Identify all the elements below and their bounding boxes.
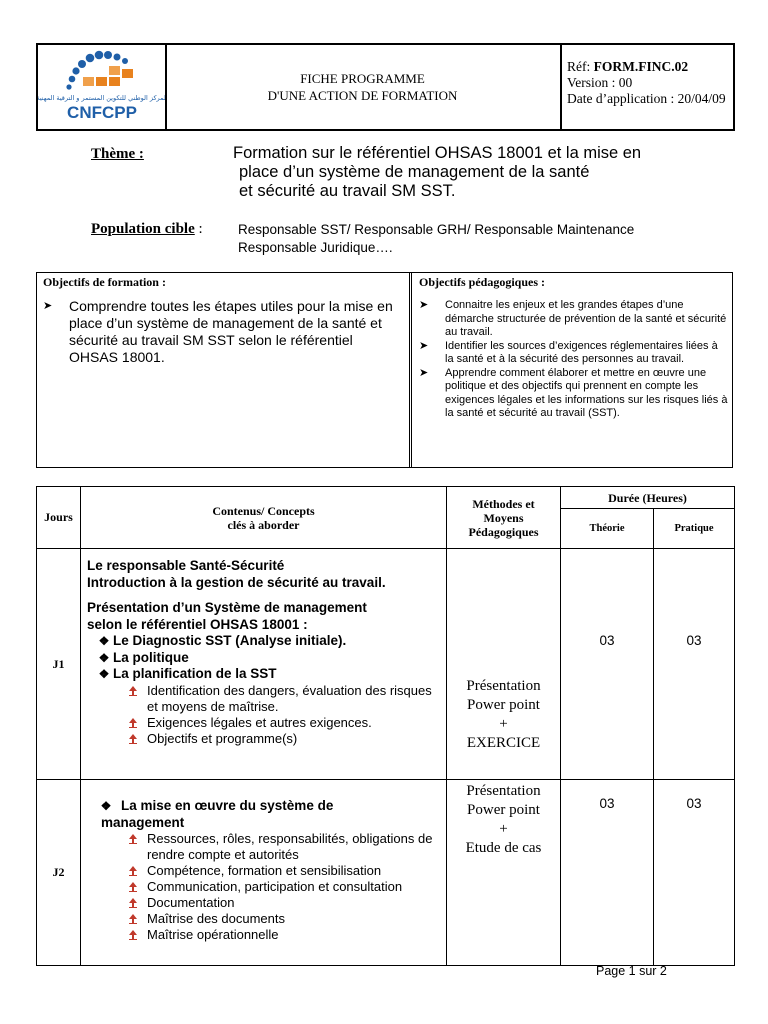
list-item: ❖ La mise en œuvre du système de management xyxy=(87,798,442,831)
list-item: ❖ Le Diagnostic SST (Analyse initiale). xyxy=(87,633,442,650)
list-item: Maîtrise des documents xyxy=(123,911,442,927)
theme-text xyxy=(233,144,641,201)
header-pratique: Pratique xyxy=(654,509,735,549)
theme-line: et sécurité au travail SM SST. xyxy=(239,182,456,200)
header-contenus: Contenus/ Concepts clés à aborder xyxy=(81,487,447,549)
logo-cell xyxy=(38,45,167,129)
population-label: Population cible : xyxy=(91,221,203,237)
table-row xyxy=(37,780,735,966)
diamond-bullet-icon: ❖ xyxy=(98,634,110,648)
header-jours: Jours xyxy=(37,487,81,549)
diamond-bullet-icon: ❖ xyxy=(100,799,112,813)
pin-bullet-icon xyxy=(129,686,137,696)
row-method: Présentation Power point + EXERCICE xyxy=(447,549,561,780)
population-line: Responsable Juridique…. xyxy=(238,240,393,255)
theme-line: place d’un système de management de la santé xyxy=(239,163,590,181)
pin-bullet-icon xyxy=(129,914,137,924)
list-item: ➤ Comprendre toutes les étapes utiles pour la mise en place d’un système de management de la santé et sécurité au travail SM SST selon le référentiel OHSAS 18001. xyxy=(43,298,393,365)
arrow-bullet-icon: ➤ xyxy=(419,339,429,352)
form-title xyxy=(165,45,562,129)
pin-bullet-icon xyxy=(129,882,137,892)
program-table xyxy=(36,486,735,966)
row-pratique: 03 xyxy=(654,780,735,966)
list-item: Communication, participation et consultation xyxy=(123,879,442,895)
objectives-pedagogic-title: Objectifs pédagogiques : xyxy=(419,275,545,289)
pin-bullet-icon xyxy=(129,834,137,844)
page-number: Page 1 sur 2 xyxy=(596,964,667,978)
table-row xyxy=(37,549,735,780)
row-content xyxy=(81,780,447,966)
logo-text: CNFCPP xyxy=(67,103,137,122)
arrow-bullet-icon: ➤ xyxy=(419,299,429,311)
row-content: Le responsable Santé-Sécurité Introduction à la gestion de sécurité au travail. Présentation d’un Système de management selon le référentiel OHSAS 18001 : ❖ Le Diagnostic SST (Analyse initiale). ❖ La politique ❖ La planification de la SST Identification des dangers, évaluation des risques et moyens de maîtrise. Exigences légales et autres exigences. Objectifs et programme(s) xyxy=(81,549,447,780)
row-day: J1 xyxy=(37,549,81,780)
form-reference-value: FORM.FINC.02 xyxy=(593,59,689,74)
list-item: Exigences légales et autres exigences. xyxy=(123,715,442,731)
row-theorie: 03 xyxy=(561,780,654,966)
form-meta xyxy=(561,45,733,129)
diamond-bullet-icon: ❖ xyxy=(98,650,110,665)
list-item: Maîtrise opérationnelle xyxy=(123,927,442,943)
row-method: Présentation Power point + Etude de cas xyxy=(447,780,561,966)
list-item: ➤ Identifier les sources d’exigences réglementaires liées à la santé et à la sécurité des personnes au travail. xyxy=(419,339,718,365)
list-item: Documentation xyxy=(123,895,442,911)
objectives-pedagogic xyxy=(413,273,732,467)
list-item: ➤ Apprendre comment élaborer et mettre en œuvre une politique et des objectifs qui prennent en compte les exigences légales et les informations sur les risques liés à la santé et sécurité au travail (SST). xyxy=(419,366,728,419)
form-title-line1: FICHE PROGRAMME xyxy=(300,71,425,86)
list-item: Compétence, formation et sensibilisation xyxy=(123,863,442,879)
pin-bullet-icon xyxy=(129,866,137,876)
list-item: Ressources, rôles, responsabilités, obligations de rendre compte et autorités xyxy=(123,831,442,863)
row-day: J2 xyxy=(37,780,81,966)
header-theorie: Théorie xyxy=(561,509,654,549)
list-item: Identification des dangers, évaluation des risques et moyens de maîtrise. xyxy=(123,683,442,715)
row-theorie: 03 xyxy=(561,549,654,780)
diamond-bullet-icon: ❖ xyxy=(98,667,110,681)
cnfcpp-logo xyxy=(38,45,165,129)
pin-bullet-icon xyxy=(129,930,137,940)
pin-bullet-icon xyxy=(129,734,137,744)
theme-label: Thème : xyxy=(91,146,144,162)
arrow-bullet-icon: ➤ xyxy=(43,300,53,312)
form-date: Date d’application : 20/04/09 xyxy=(567,91,726,106)
pin-bullet-icon xyxy=(129,898,137,908)
row-pratique: 03 xyxy=(654,549,735,780)
form-reference: Réf: FORM.FINC.02 xyxy=(567,59,689,74)
header-methodes: Méthodes et Moyens Pédagogiques xyxy=(447,487,561,549)
list-item: ➤ Connaitre les enjeux et les grandes étapes d’une démarche structurée de prévention de la santé et sécurité au travail. xyxy=(419,299,727,338)
pin-bullet-icon xyxy=(129,718,137,728)
document-header xyxy=(36,43,735,131)
objectives-formation-title: Objectifs de formation : xyxy=(43,275,166,289)
arrow-bullet-icon: ➤ xyxy=(419,366,429,379)
form-version: Version : 00 xyxy=(567,75,633,90)
objectives-box xyxy=(36,272,733,468)
population-text xyxy=(238,221,634,257)
list-item: Objectifs et programme(s) xyxy=(123,731,442,747)
population-line: Responsable SST/ Responsable GRH/ Responsable Maintenance xyxy=(238,222,635,237)
form-title-line2: D'UNE ACTION DE FORMATION xyxy=(267,88,458,103)
objectives-formation xyxy=(37,273,412,467)
logo-squares xyxy=(83,66,133,86)
logo-arabic: المركز الوطني للتكوين المستمر و الترقية المهنية xyxy=(38,94,165,102)
list-item: ❖ La planification de la SST xyxy=(87,666,442,683)
list-item: ❖ La politique xyxy=(87,650,442,667)
theme-line: Formation sur le référentiel OHSAS 18001 et la mise en xyxy=(233,144,642,162)
header-duree: Durée (Heures) xyxy=(561,487,735,509)
